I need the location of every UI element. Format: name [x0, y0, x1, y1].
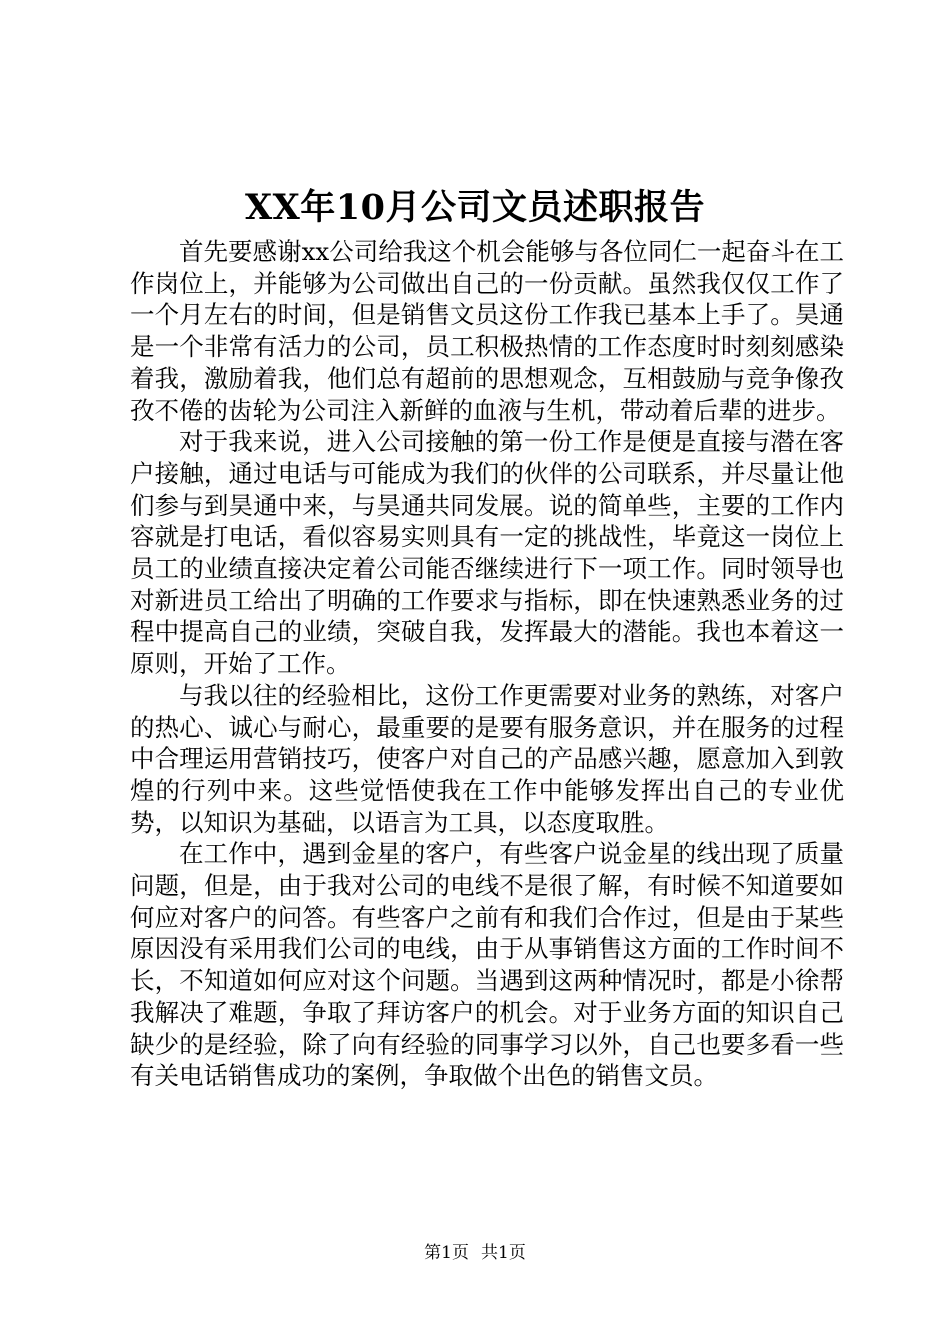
page-footer [0, 1241, 950, 1265]
page-number: 第1页 [424, 1243, 469, 1263]
document-title: XX年10月公司文员述职报告 [244, 187, 706, 228]
document-body [130, 236, 844, 1092]
paragraph-1: 首先要感谢xx公司给我这个机会能够与各位同仁一起奋斗在工作岗位上，并能够为公司做出自己的一份贡献。虽然我仅仅工作了一个月左右的时间，但是销售文员这份工作我已基本上手了。昊通是一个非常有活力的公司，员工积极热情的工作态度时时刻刻感染着我，激励着我，他们总有超前的思想观念，互相鼓励与竞争像孜孜不倦的齿轮为公司注入新鲜的血液与生机，带动着后辈的进步。 [130, 237, 844, 425]
page-total: 共1页 [481, 1243, 526, 1263]
paragraph-2: 对于我来说，进入公司接触的第一份工作是便是直接与潜在客户接触，通过电话与可能成为我们的伙伴的公司联系，并尽量让他们参与到昊通中来，与昊通共同发展。说的简单些，主要的工作内容就是打电话，看似容易实则具有一定的挑战性，毕竟这一岗位上员工的业绩直接决定着公司能否继续进行下一项工作。同时领导也对新进员工给出了明确的工作要求与指标，即在快速熟悉业务的过程中提高自己的业绩，突破自我，发挥最大的潜能。我也本着这一原则，开始了工作。 [130, 427, 844, 679]
paragraph-3: 与我以往的经验相比，这份工作更需要对业务的熟练，对客户的热心、诚心与耐心，最重要的是要有服务意识，并在服务的过程中合理运用营销技巧，使客户对自己的产品感兴趣，愿意加入到敦煌的行列中来。这些觉悟使我在工作中能够发挥出自己的专业优势，以知识为基础，以语言为工具，以态度取胜。 [130, 680, 844, 837]
paragraph-4: 在工作中，遇到金星的客户，有些客户说金星的线出现了质量问题，但是，由于我对公司的电线不是很了解，有时候不知道要如何应对客户的问答。有些客户之前有和我们合作过，但是由于某些原因没有采用我们公司的电线，由于从事销售这方面的工作时间不长，不知道如何应对这个问题。当遇到这两种情况时，都是小徐帮我解决了难题，争取了拜访客户的机会。对于业务方面的知识自己缺少的是经验，除了向有经验的同事学习以外，自己也要多看一些有关电话销售成功的案例，争取做个出色的销售文员。 [130, 839, 844, 1091]
